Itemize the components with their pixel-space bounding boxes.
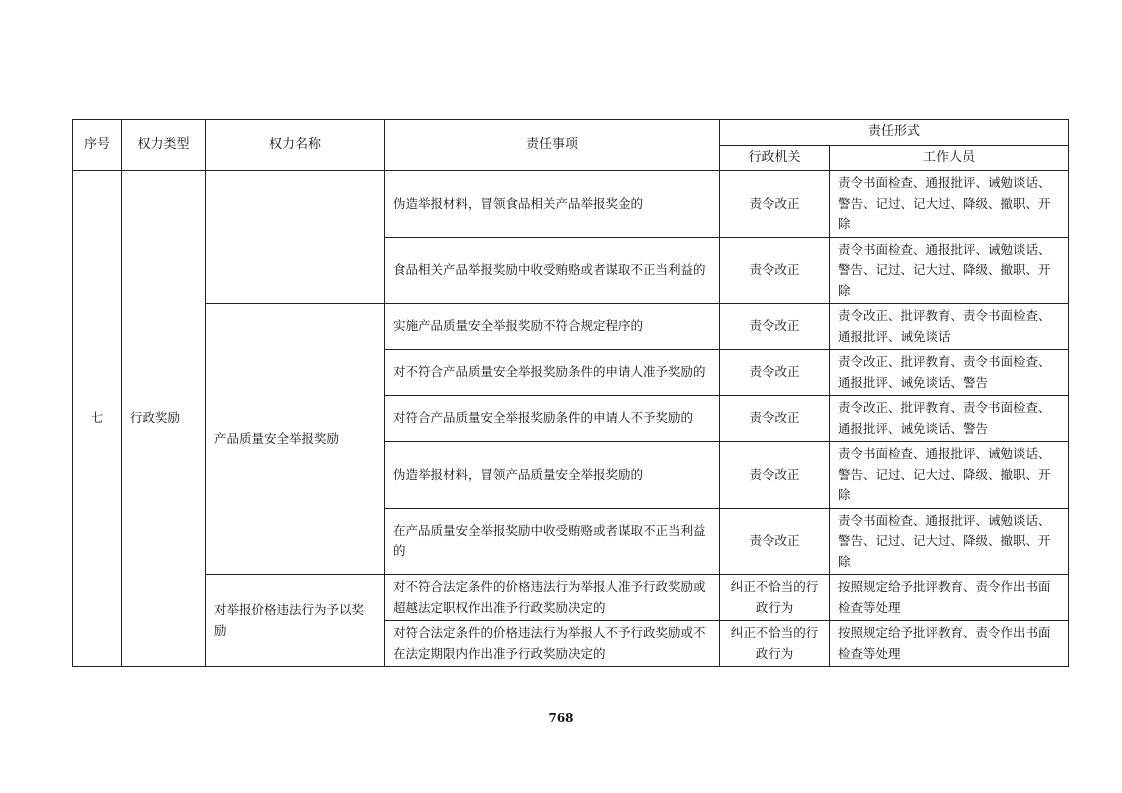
header-form: 责任形式: [720, 120, 1069, 146]
row-staff: 责令书面检查、通报批评、诫勉谈话、警告、记过、记大过、降级、撤职、开除: [830, 171, 1069, 238]
row-staff: 责令改正、批评教育、责令书面检查、通报批评、诫免谈话、警告: [830, 396, 1069, 442]
header-power-name: 权力名称: [206, 120, 385, 171]
group-power-type: 行政奖励: [122, 171, 206, 667]
row-agency: 责令改正: [720, 304, 830, 350]
row-agency: 责令改正: [720, 171, 830, 238]
row-item: 伪造举报材料，冒领食品相关产品举报奖金的: [385, 171, 720, 238]
row-staff: 责令书面检查、通报批评、诫勉谈话、警告、记过、记大过、降级、撤职、开除: [830, 442, 1069, 509]
header-power-type: 权力类型: [122, 120, 206, 171]
power-name-product-quality: 产品质量安全举报奖励: [206, 304, 385, 575]
row-staff: 按照规定给予批评教育、责令作出书面检查等处理: [830, 621, 1069, 667]
header-responsibility: 责任事项: [385, 120, 720, 171]
row-item: 伪造举报材料，冒领产品质量安全举报奖励的: [385, 442, 720, 509]
row-agency: 纠正不恰当的行政行为: [720, 621, 830, 667]
row-staff: 按照规定给予批评教育、责令作出书面检查等处理: [830, 575, 1069, 621]
row-item: 对符合产品质量安全举报奖励条件的申请人不予奖励的: [385, 396, 720, 442]
row-staff: 责令改正、批评教育、责令书面检查、通报批评、诫免谈话: [830, 304, 1069, 350]
row-item: 实施产品质量安全举报奖励不符合规定程序的: [385, 304, 720, 350]
row-item: 在产品质量安全举报奖励中收受贿赂或者谋取不正当利益的: [385, 508, 720, 575]
row-agency: 责令改正: [720, 350, 830, 396]
row-item: 对不符合法定条件的价格违法行为举报人准予行政奖励或超越法定职权作出准予行政奖励决定的: [385, 575, 720, 621]
responsibility-table: [72, 119, 1069, 667]
row-agency: 纠正不恰当的行政行为: [720, 575, 830, 621]
row-agency: 责令改正: [720, 442, 830, 509]
header-agency: 行政机关: [720, 145, 830, 171]
row-staff: 责令改正、批评教育、责令书面检查、通报批评、诫免谈话、警告: [830, 350, 1069, 396]
row-item: 食品相关产品举报奖励中收受贿赂或者谋取不正当利益的: [385, 237, 720, 304]
row-item: 对符合法定条件的价格违法行为举报人不予行政奖励或不在法定期限内作出准予行政奖励决定的: [385, 621, 720, 667]
header-seq: 序号: [73, 120, 122, 171]
power-name-price-violation: 对举报价格违法行为予以奖励: [206, 575, 385, 667]
row-staff: 责令书面检查、通报批评、诫勉谈话、警告、记过、记大过、降级、撤职、开除: [830, 508, 1069, 575]
row-agency: 责令改正: [720, 237, 830, 304]
group-seq: 七: [73, 171, 122, 667]
page-number: 768: [548, 711, 574, 725]
row-agency: 责令改正: [720, 508, 830, 575]
row-agency: 责令改正: [720, 396, 830, 442]
row-item: 对不符合产品质量安全举报奖励条件的申请人准予奖励的: [385, 350, 720, 396]
row-staff: 责令书面检查、通报批评、诫勉谈话、警告、记过、记大过、降级、撤职、开除: [830, 237, 1069, 304]
power-name-blank: [206, 171, 385, 304]
header-staff: 工作人员: [830, 145, 1069, 171]
